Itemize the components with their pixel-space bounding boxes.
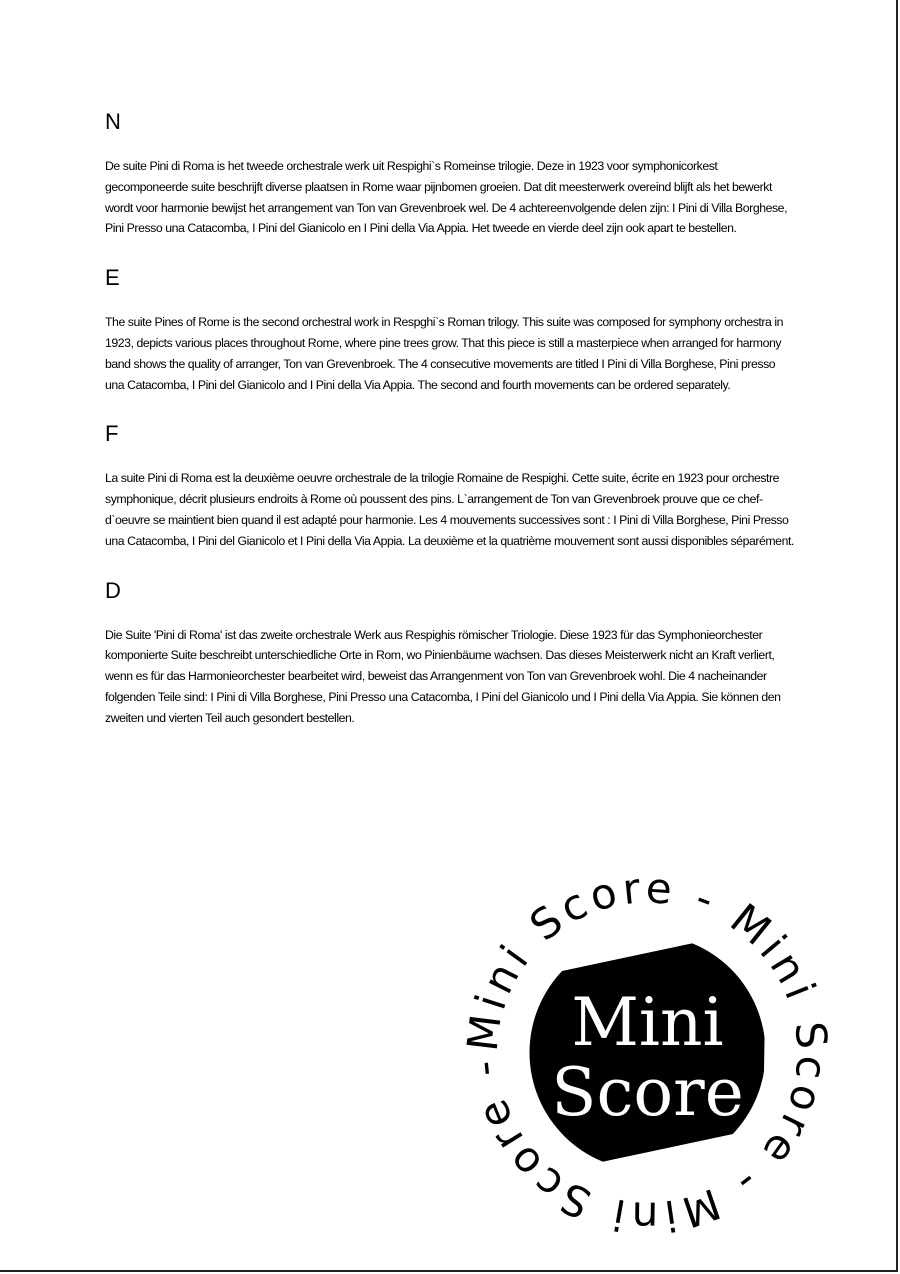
- paragraph-german: Die Suite 'Pini di Roma' ist das zweite orchestrale Werk aus Respighis römischer Triologie. Diese 1923 für das Symphonieorchester komponierte Suite beschreibt unterschiedliche Orte in Rom, wo Pinienbäume wachsen. Das dieses Meisterwerk nicht an Kraft verliert, wenn es für das Harmonieorchester bearbeitet wird, beweist das Arrangenment von Ton van Grevenbroek wohl. Die 4 nacheinander folgenden Teile sind: I Pini di Villa Borghese, Pini Presso una Catacomba, I Pini del Gianicolo und I Pini della Via Appia. Sie können den zweiten und vierten Teil auch gesondert bestellen.: [105, 627, 781, 725]
- description-text-block: [105, 108, 795, 729]
- section-english: [105, 264, 795, 395]
- seal-ring-text: Mini Score - Mini Score - Mini Score -: [457, 863, 837, 1242]
- paragraph-dutch: De suite Pini di Roma is het tweede orchestrale werk uit Respighi`s Romeinse trilogie. Deze in 1923 voor symphonicorkest gecomponeerde suite beschrijft diverse plaatsen in Rome waar pijnbomen groeien. Dat dit meesterwerk overeind blijft als het bewerkt wordt voor harmonie bewijst het arrangement van Ton van Grevenbroek wel. De 4 achtereenvolgende delen zijn: I Pini di Villa Borghese, Pini Presso una Catacomba, I Pini del Gianicolo en I Pini della Via Appia. Het tweede en vierde deel zijn ook apart te bestellen.: [105, 159, 788, 236]
- seal-center-line-1: Mini: [571, 984, 724, 1061]
- language-heading-n: N: [105, 109, 121, 134]
- paragraph-french: La suite Pini di Roma est la deuxième oeuvre orchestrale de la trilogie Romaine de Respighi. Cette suite, écrite en 1923 pour orchestre symphonique, décrit plusieurs endroits à Rome où poussent des pins. L`arrangement de Ton van Grevenbroek prouve que ce chef-d`oeuvre se maintient bien quand il est adapté pour harmonie. Les 4 mouvements successives sont : I Pini di Villa Borghese, Pini Presso una Catacomba, I Pini del Gianicolo et I Pini della Via Appia. La deuxième et la quatrième mouvement sont aussi disponibles séparément.: [105, 471, 794, 548]
- section-german: [105, 577, 795, 729]
- section-french: [105, 420, 795, 551]
- seal-center-line-2: Score: [551, 1054, 744, 1131]
- section-dutch: [105, 108, 795, 239]
- language-heading-d: D: [105, 577, 121, 603]
- language-heading-f: F: [105, 421, 119, 447]
- language-heading-e: E: [105, 265, 120, 291]
- mini-score-seal: [455, 860, 840, 1245]
- paragraph-english: The suite Pines of Rome is the second orchestral work in Respghi`s Roman trilogy. This suite was composed for symphony orchestra in 1923, depicts various places throughout Rome, where pine trees grow. That this piece is still a masterpiece when arranged for harmony band shows the quality of arranger, Ton van Grevenbroek. The 4 consecutive movements are titled I Pini di Villa Borghese, Pini presso una Catacomba, I Pini del Gianicolo and I Pini della Via Appia. The second and fourth movements can be ordered separately.: [105, 315, 784, 392]
